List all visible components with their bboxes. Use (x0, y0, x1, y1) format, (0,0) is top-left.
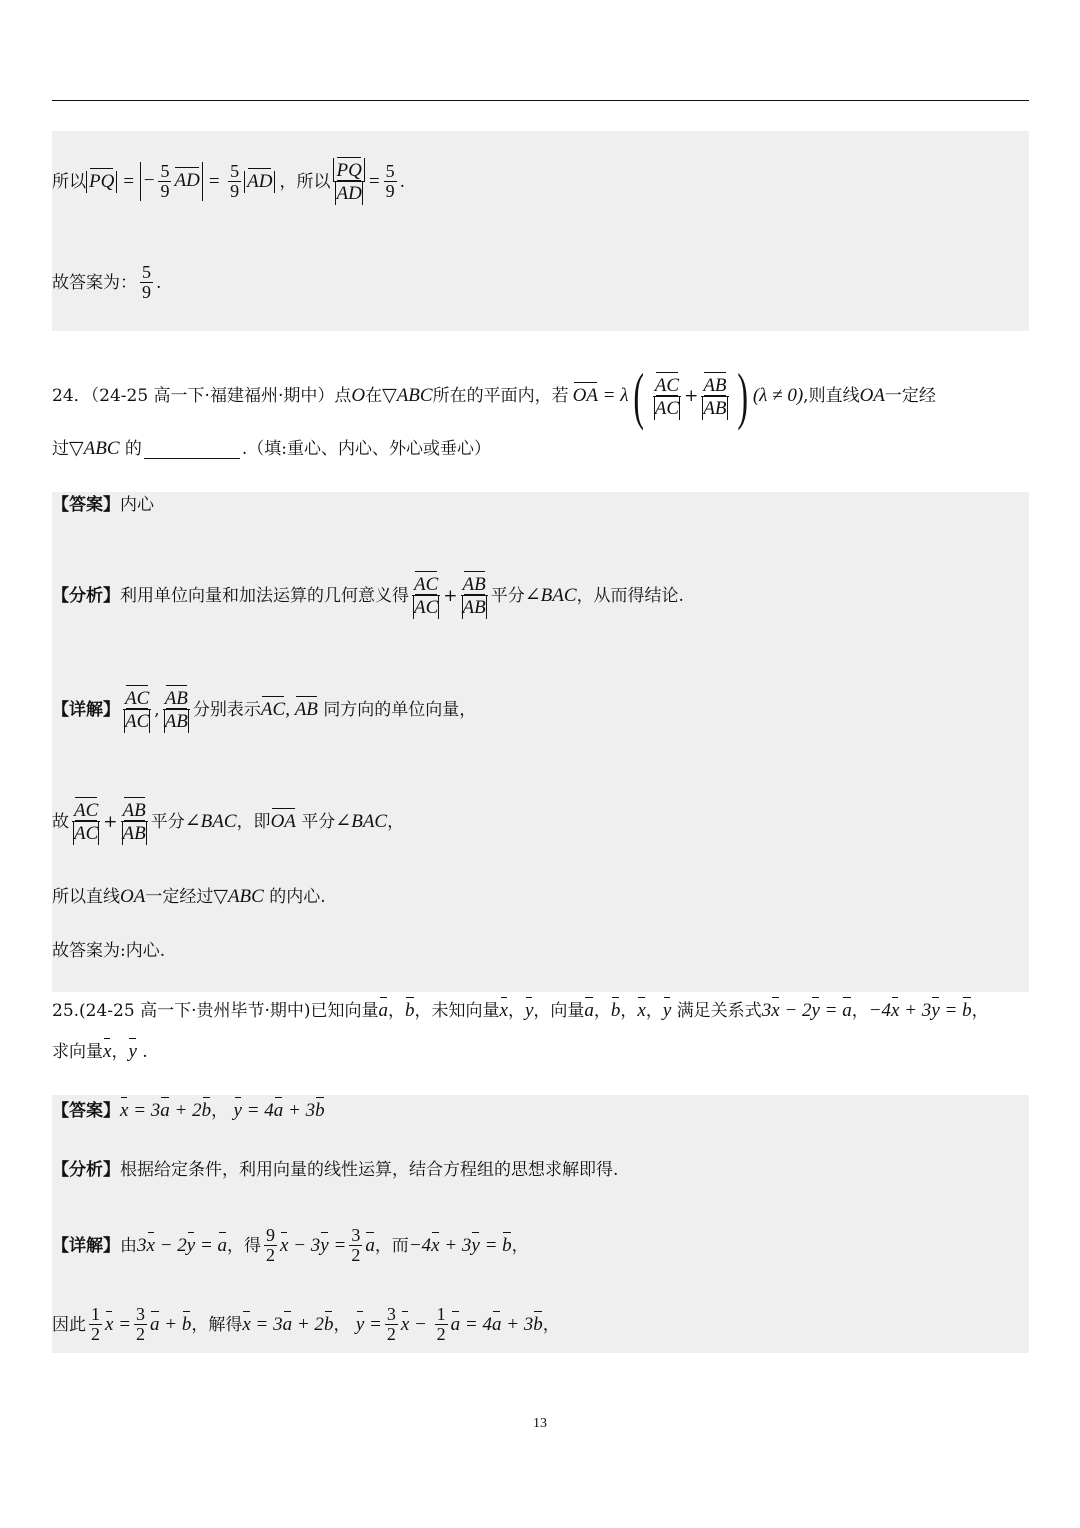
q24-conclusion: 故 $\frac{AC}{AC}$ + $\frac{AB}{AB}$ 平分 ∠BAC ，即 OA 平分 ∠BAC ， (52, 800, 405, 844)
header-rule (52, 100, 1029, 101)
q25-stem: 25.(24-25 高一下·贵州毕节·期中)已知向量 a ， b ，未知向量 x ， y ，向量 a ， b ， x ， y 满足关系式 3x − 2y = a ， −4x + 3y = b ， (52, 1000, 989, 1021)
q24-stem-line2: 过 ▽ABC 的 .（填:重心、内心、外心或垂心） (52, 438, 492, 459)
solution-block-24 (52, 492, 1029, 992)
q24-stem: 24．（24-25 高一下·福建福州·期中）点 O 在 ▽ABC 所在的平面内，若 OA = λ ( $\frac{AC}{AC}$ + $\frac{AB}{AB}$ ) (λ ≠ 0) ,则直线 OA 一定经 (52, 360, 936, 431)
q25-hence: 因此 $\frac{1}{2}$ x = $\frac{3}{2}$ a + b ，解得 x = 3a + 2b ， y = $\frac{3}{2}$ x − $\frac{1}{2}$ a = 4a + 3b ， (52, 1304, 560, 1344)
page-number: 13 (533, 1416, 547, 1431)
abs-pq: PQ (86, 171, 117, 193)
q25-analysis: 【分析】 根据给定条件，利用向量的线性运算，结合方程组的思想求解即得. (52, 1160, 619, 1180)
q25-stem-line2: 求向量 x ， y . (52, 1041, 148, 1062)
ratio-pq-ad: $\frac{PQ}{AD}$ (333, 158, 364, 205)
q24-detail: 【详解】 $\frac{AC}{AC}$ , $\frac{AB}{AB}$ 分别表示 AC, AB 同方向的单位向量， (52, 688, 477, 732)
q24-line-so: 所以直线 OA 一定经过 ▽ABC 的内心. (52, 886, 326, 907)
q25-answer: 【答案】 x = 3a + 2b ， y = 4a + 3b (52, 1100, 325, 1121)
answer-blank (144, 440, 240, 459)
q25-detail: 【详解】 由 3x − 2y = a ，得 $\frac{9}{2}$ x − 3y = $\frac{3}{2}$ a ，而 −4x + 3y = b ， (52, 1225, 529, 1265)
q23-line1: 所以 PQ = − $\frac{5}{9}$ AD = $\frac{5}{9}$ AD ，所以 $\frac{PQ}{AD}$ = $\frac{5}{9}$ . (52, 160, 406, 204)
q24-answer: 【答案】 内心 (52, 495, 154, 515)
q24-analysis: 【分析】 利用单位向量和加法运算的几何意义得 $\frac{AC}{AC}$ + $\frac{AB}{AB}$ 平分 ∠BAC ，从而得结论. (52, 574, 684, 618)
q24-final: 故答案为:内心. (52, 941, 166, 961)
q23-answer: 故答案为： $\frac{5}{9}$ . (52, 262, 162, 302)
